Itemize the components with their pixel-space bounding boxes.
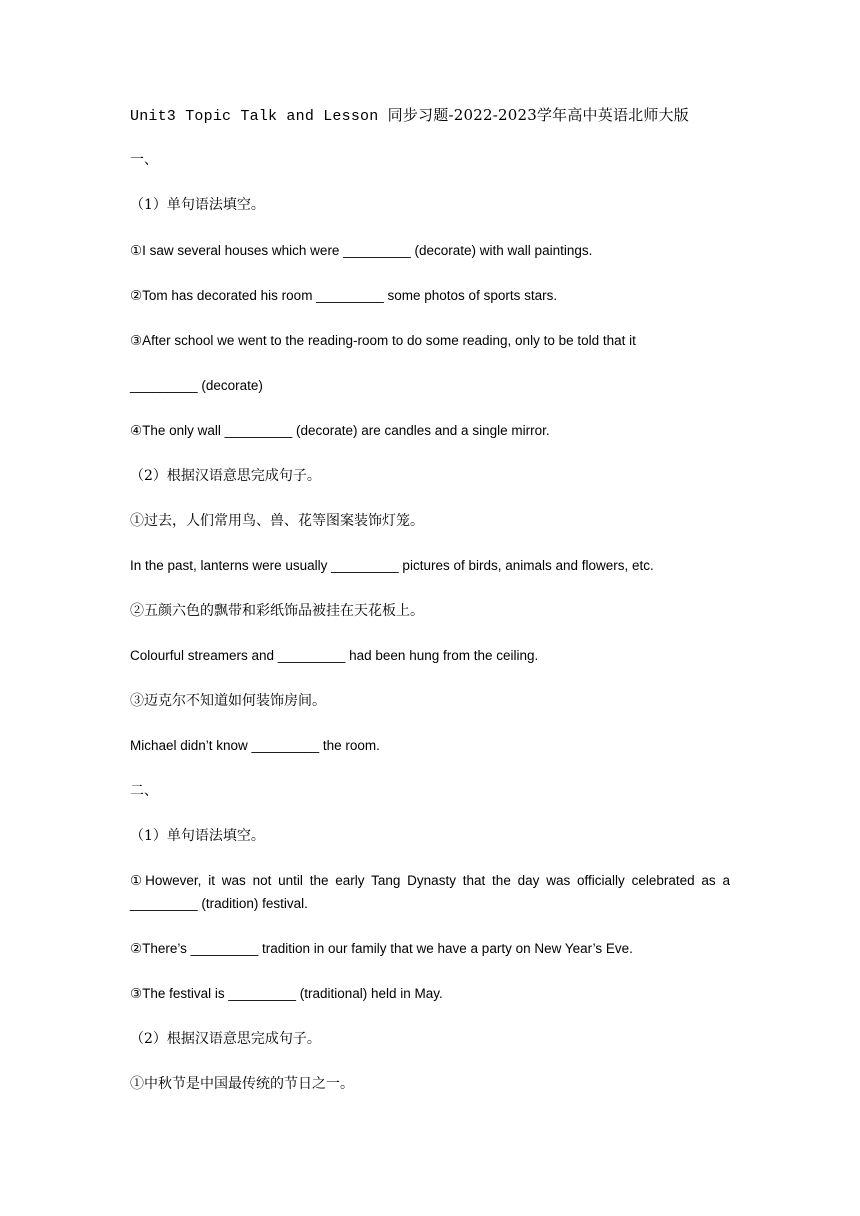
section-2-label: 二、: [130, 783, 158, 799]
section-2-part-2-question-1-chinese: ①中秋节是中国最传统的节日之一。: [130, 1076, 354, 1092]
section-2-question-1-line-1: ①However, it was not until the early Tang Dynasty that the day was officially celebrated as a: [130, 873, 730, 888]
section-1-question-2: ②Tom has decorated his room _________ some photos of sports stars.: [130, 288, 558, 303]
title-english: Unit3 Topic Talk and Lesson: [130, 108, 388, 125]
section-1-part-2-question-2-english: Colourful streamers and _________ had been hung from the ceiling.: [130, 648, 539, 663]
title-chinese: 同步习题-2022-2023学年高中英语北师大版: [387, 106, 689, 124]
section-1-question-4: ④The only wall _________ (decorate) are candles and a single mirror.: [130, 423, 550, 438]
section-2-part-1-heading: （1）单句语法填空。: [130, 828, 265, 844]
section-1-question-3-line-2: _________ (decorate): [130, 378, 263, 393]
section-1-question-1: ①I saw several houses which were _________ (decorate) with wall paintings.: [130, 243, 593, 258]
section-1-part-2-question-3-chinese: ③迈克尔不知道如何装饰房间。: [130, 693, 326, 709]
section-1-part-2-question-1-english: In the past, lanterns were usually _________ pictures of birds, animals and flowers, etc.: [130, 558, 654, 573]
section-1-question-3-line-1: ③After school we went to the reading-room to do some reading, only to be told that it: [130, 333, 636, 348]
section-2-question-3: ③The festival is _________ (traditional) held in May.: [130, 986, 443, 1001]
section-1-part-1-heading: （1）单句语法填空。: [130, 197, 265, 213]
section-1-part-2-question-3-english: Michael didn’t know _________ the room.: [130, 738, 380, 753]
section-2-question-1-line-2: _________ (tradition) festival.: [130, 896, 308, 911]
section-2-part-2-heading: （2）根据汉语意思完成句子。: [130, 1031, 321, 1047]
section-1-part-2-question-1-chinese: ①过去，人们常用鸟、兽、花等图案装饰灯笼。: [130, 513, 424, 529]
section-1-part-2-question-2-chinese: ②五颜六色的飘带和彩纸饰品被挂在天花板上。: [130, 603, 424, 619]
section-1-label: 一、: [130, 152, 158, 168]
section-2-question-2: ②There’s _________ tradition in our family that we have a party on New Year’s Eve.: [130, 941, 633, 956]
section-1-part-2-heading: （2）根据汉语意思完成句子。: [130, 468, 321, 484]
document-title: [130, 106, 689, 126]
